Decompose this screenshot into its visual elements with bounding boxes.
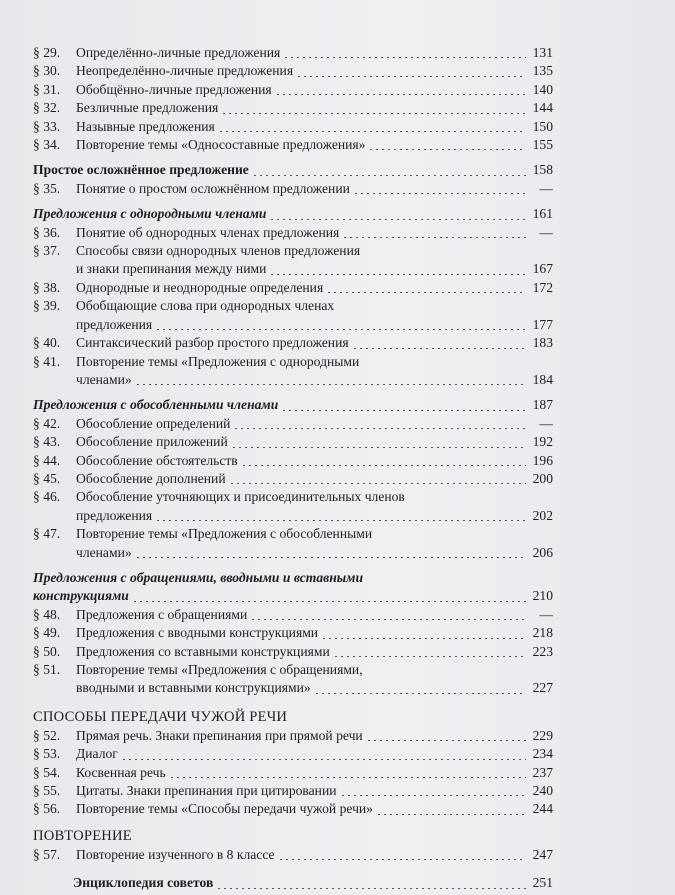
leader-dots [155, 329, 526, 330]
section-title: Синтаксический разбор простого предложения [76, 335, 349, 351]
leader-dots [241, 465, 526, 466]
toc-entry[interactable] [33, 316, 553, 334]
subsection-heading: Простое осложнённое предложение [33, 162, 249, 178]
section-number: § 41. [33, 353, 61, 369]
page-number: — [539, 415, 553, 431]
toc-entry[interactable] [33, 525, 553, 543]
section-title-continued: членами» [76, 371, 132, 387]
section-title: Повторение темы «Предложения с обращениями, [76, 662, 363, 677]
toc-entry[interactable] [33, 224, 553, 242]
section-title: Повторение темы «Односоставные предложения» [76, 137, 366, 153]
section-number: § 36. [33, 224, 61, 240]
section-title: Безличные предложения [76, 100, 219, 116]
section-number: § 38. [33, 279, 61, 295]
leader-dots [135, 557, 526, 558]
page-number: 218 [532, 625, 553, 641]
leader-dots [281, 410, 526, 411]
section-number: § 51. [33, 662, 61, 677]
page-number: 240 [532, 783, 553, 799]
section-number: § 56. [33, 801, 61, 817]
section-title: Однородные и неоднородные определения [76, 279, 324, 295]
toc-entry[interactable] [33, 745, 553, 763]
section-title-continued: предложения [76, 507, 153, 523]
section-number: § 52. [33, 727, 61, 743]
leader-dots [135, 384, 526, 385]
page-number: 196 [532, 452, 553, 468]
toc-entry[interactable] [33, 81, 553, 99]
leader-dots [283, 57, 526, 58]
section-title: Обособление уточняющих и присоединительных членов [76, 489, 405, 505]
section-number: § 54. [33, 764, 61, 780]
toc-entry[interactable] [33, 488, 553, 506]
toc-entry[interactable] [33, 334, 553, 352]
leader-dots [326, 292, 526, 293]
leader-dots [275, 94, 526, 95]
toc-entry[interactable] [33, 44, 553, 62]
section-title: Понятие о простом осложнённом предложении [76, 180, 350, 196]
section-title: Предложения с обращениями [76, 606, 248, 622]
subsection-heading: Предложения с обособленными членами [33, 397, 279, 413]
section-title: Косвенная речь [76, 764, 166, 780]
section-number: § 45. [33, 470, 61, 486]
leader-dots [366, 740, 526, 741]
page-number: 247 [532, 846, 553, 862]
leader-dots [218, 131, 526, 132]
section-number: § 29. [33, 45, 61, 60]
chapter-heading: ПОВТОРЕНИЕ [33, 827, 132, 844]
leader-dots [340, 795, 526, 796]
toc-entry[interactable] [33, 679, 553, 697]
section-title: Повторение темы «Способы передачи чужой речи» [76, 801, 373, 817]
leader-dots [229, 483, 526, 484]
section-title: Понятие об однородных членах предложения [76, 224, 340, 240]
page-number: 187 [532, 397, 553, 413]
leader-dots [368, 149, 526, 150]
toc-entry[interactable] [33, 136, 553, 154]
toc-entry[interactable] [33, 353, 553, 371]
leader-dots [233, 428, 526, 429]
leader-dots [169, 777, 526, 778]
toc-entry[interactable] [33, 415, 553, 433]
leader-dots [252, 175, 526, 176]
toc-entry[interactable] [33, 62, 553, 80]
section-title-continued: членами» [76, 544, 132, 560]
section-title: Обобщающие слова при однородных членах [76, 298, 335, 314]
toc-entry[interactable] [33, 569, 553, 587]
page-number: — [539, 180, 553, 196]
leader-dots [321, 638, 526, 639]
section-number: § 32. [33, 100, 61, 116]
toc-entry[interactable] [33, 180, 553, 198]
leader-dots [314, 693, 526, 694]
section-title: Повторение темы «Предложения с однородными [76, 353, 360, 369]
leader-dots [333, 656, 526, 657]
page-number: 229 [532, 727, 553, 743]
section-number: § 50. [33, 643, 61, 659]
section-title: Обособление приложений [76, 434, 228, 450]
page-number: 206 [532, 544, 553, 560]
toc-entry[interactable] [33, 544, 553, 562]
subsection-heading: Предложения с однородными членами [33, 206, 267, 222]
toc-entry[interactable] [33, 606, 553, 624]
section-number: § 39. [33, 298, 61, 314]
section-title: Прямая речь. Знаки препинания при прямой речи [76, 727, 363, 743]
section-number: § 34. [33, 137, 61, 153]
page-number: 210 [532, 588, 553, 604]
section-number: § 44. [33, 452, 61, 468]
page-number: 161 [532, 206, 553, 222]
toc-entry[interactable] [33, 708, 553, 727]
section-number: § 46. [33, 489, 61, 505]
section-number: § 42. [33, 415, 61, 431]
page-number: 184 [532, 371, 553, 387]
page-number: 140 [532, 81, 553, 97]
section-title: Повторение темы «Предложения с обособленными [76, 526, 373, 542]
toc-entry[interactable] [33, 874, 553, 892]
toc-entry[interactable] [33, 242, 553, 260]
section-title: Назывные предложения [76, 118, 215, 134]
subsection-heading: Предложения с обращениями, вводными и вставными [33, 569, 364, 585]
section-number: § 48. [33, 606, 61, 622]
leader-dots [269, 219, 526, 220]
toc-entry[interactable] [33, 800, 553, 818]
section-number: § 37. [33, 243, 61, 259]
page-number: 227 [532, 680, 553, 696]
section-number: § 33. [33, 118, 61, 134]
toc-entry[interactable] [33, 764, 553, 782]
toc-entry[interactable] [33, 470, 553, 488]
toc-entry[interactable] [33, 661, 553, 679]
page-number: 237 [532, 764, 553, 780]
page-number: 158 [532, 162, 553, 178]
leader-dots [342, 237, 526, 238]
page-number: 131 [532, 45, 553, 60]
page-number: 234 [532, 746, 553, 762]
table-of-contents [33, 44, 553, 893]
page-number: 192 [532, 434, 553, 450]
page-number: 172 [532, 279, 553, 295]
page-number: 167 [532, 261, 553, 277]
toc-entry[interactable] [33, 827, 553, 846]
page-number: 144 [532, 100, 553, 116]
page-number: 202 [532, 507, 553, 523]
toc-entry[interactable] [33, 279, 553, 297]
toc-entry[interactable] [33, 297, 553, 315]
page-number: — [539, 224, 553, 240]
page-number: 150 [532, 118, 553, 134]
page-number: 200 [532, 470, 553, 486]
section-number: § 40. [33, 335, 61, 351]
toc-entry[interactable] [33, 782, 553, 800]
section-number: § 57. [33, 846, 61, 862]
page-number: — [539, 606, 553, 622]
toc-entry[interactable] [33, 260, 553, 278]
section-title: Обособление определений [76, 415, 231, 431]
section-title-continued: предложения [76, 316, 153, 332]
leader-dots [296, 76, 526, 77]
leader-dots [231, 447, 526, 448]
leader-dots [353, 193, 526, 194]
leader-dots [250, 619, 526, 620]
toc-entry[interactable] [33, 161, 553, 179]
section-number: § 31. [33, 81, 61, 97]
section-title: Обобщённо-личные предложения [76, 81, 272, 97]
section-title: Диалог [76, 746, 118, 762]
leader-dots [216, 888, 526, 889]
section-title-continued: вводными и вставными конструкциями» [76, 680, 311, 696]
toc-entry[interactable] [33, 396, 553, 414]
subsection-heading-continued: конструкциями [33, 588, 129, 604]
section-title: Обособление обстоятельств [76, 452, 238, 468]
page-number: 183 [532, 335, 553, 351]
page-number: 155 [532, 137, 553, 153]
toc-entry[interactable] [33, 624, 553, 642]
section-number: § 47. [33, 526, 61, 542]
leader-dots [132, 601, 526, 602]
section-title: Цитаты. Знаки препинания при цитировании [76, 783, 337, 799]
appendix-heading: Энциклопедия советов [73, 875, 214, 891]
page-number: 223 [532, 643, 553, 659]
toc-entry[interactable] [33, 587, 553, 605]
section-number: § 53. [33, 746, 61, 762]
section-title: Способы связи однородных членов предложения [76, 243, 361, 259]
section-title: Предложения со вставными конструкциями [76, 643, 330, 659]
section-number: § 35. [33, 180, 61, 196]
chapter-heading: СПОСОБЫ ПЕРЕДАЧИ ЧУЖОЙ РЕЧИ [33, 708, 288, 725]
leader-dots [376, 814, 526, 815]
section-number: § 49. [33, 625, 61, 641]
toc-entry[interactable] [33, 371, 553, 389]
leader-dots [278, 859, 526, 860]
page-number: 244 [532, 801, 553, 817]
section-number: § 30. [33, 63, 61, 79]
toc-entry[interactable] [33, 507, 553, 525]
section-title: Предложения с вводными конструкциями [76, 625, 319, 641]
page-number: 177 [532, 316, 553, 332]
section-title: Повторение изученного в 8 классе [76, 846, 275, 862]
section-title: Неопределённо-личные предложения [76, 63, 294, 79]
page-number: 135 [532, 63, 553, 79]
leader-dots [155, 520, 526, 521]
leader-dots [221, 113, 526, 114]
toc-entry[interactable] [33, 452, 553, 470]
toc-entry[interactable] [33, 99, 553, 117]
toc-entry[interactable] [33, 433, 553, 451]
leader-dots [121, 759, 526, 760]
page-number: 251 [532, 875, 553, 891]
leader-dots [352, 348, 526, 349]
leader-dots [269, 274, 526, 275]
toc-entry[interactable] [33, 727, 553, 745]
section-number: § 43. [33, 434, 61, 450]
toc-entry[interactable] [33, 846, 553, 864]
section-title: Определённо-личные предложения [76, 45, 281, 60]
toc-entry[interactable] [33, 643, 553, 661]
section-title: Обособление дополнений [76, 470, 226, 486]
toc-entry[interactable] [33, 205, 553, 223]
section-title-continued: и знаки препинания между ними [76, 261, 267, 277]
section-number: § 55. [33, 783, 61, 799]
toc-entry[interactable] [33, 118, 553, 136]
